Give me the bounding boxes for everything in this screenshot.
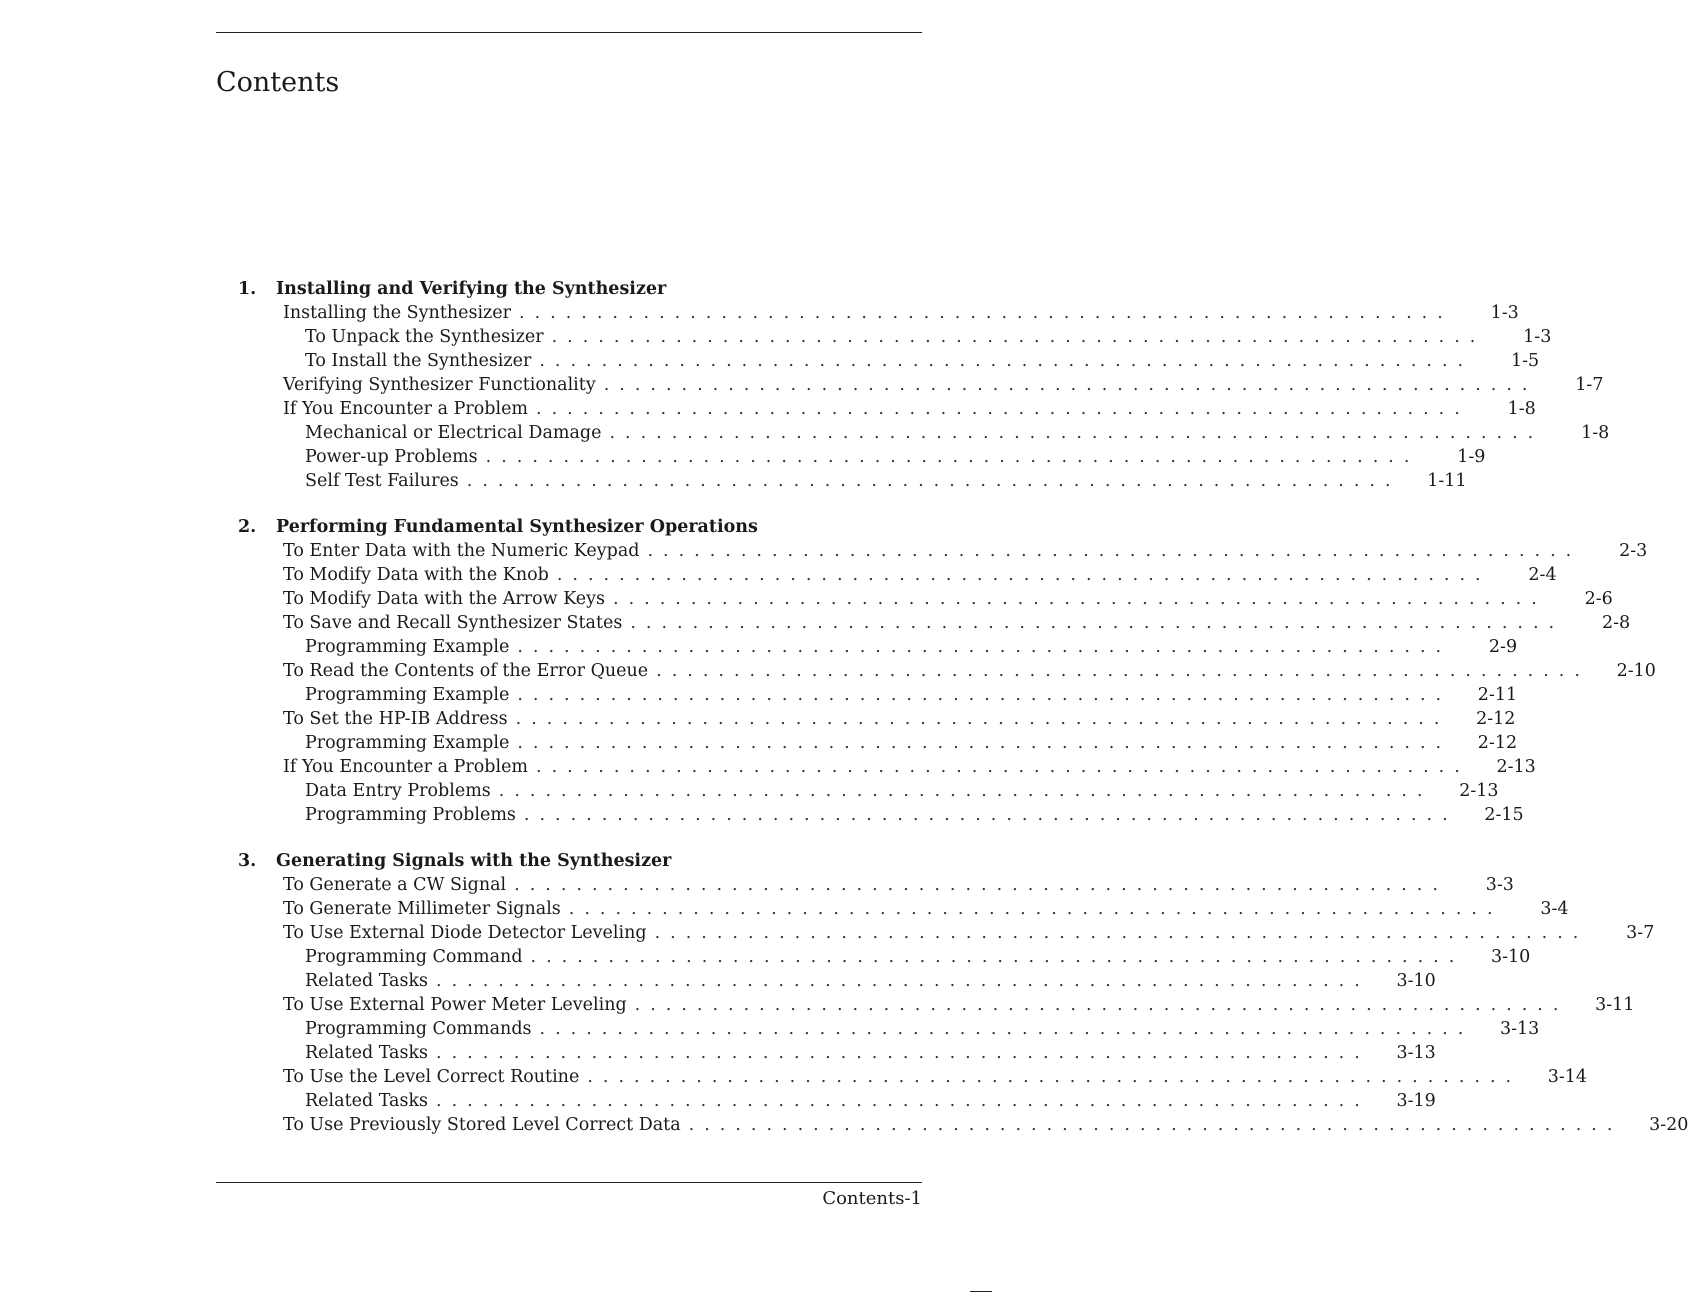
toc-entry-title: To Use External Power Meter Leveling xyxy=(283,995,627,1015)
dot-leader: ............................................................ xyxy=(523,805,1458,825)
dot-leader: ............................................................ xyxy=(436,1043,1370,1063)
dot-leader: ............................................................ xyxy=(587,1067,1522,1087)
toc-entry-title: Power-up Problems xyxy=(305,447,478,467)
toc-entry-page: 3-19 xyxy=(1396,1091,1436,1111)
toc-entry-page: 1-11 xyxy=(1427,471,1467,491)
chapter-section xyxy=(238,277,1610,493)
toc-entry[interactable] xyxy=(238,731,1518,755)
toc-entry-title: Programming Example xyxy=(305,637,510,657)
toc-entry[interactable] xyxy=(238,301,1519,325)
toc-entry-page: 3-10 xyxy=(1490,947,1531,967)
toc-entry-page: 2-4 xyxy=(1528,565,1557,585)
dot-leader: ............................................................ xyxy=(656,661,1590,681)
toc-entry-title: Programming Problems xyxy=(305,805,516,825)
dot-leader: ............................................................ xyxy=(630,613,1565,633)
dot-leader: ............................................................ xyxy=(530,947,1465,967)
toc-entry-title: If You Encounter a Problem xyxy=(283,399,529,419)
toc-entry-title: To Use the Level Correct Routine xyxy=(283,1067,580,1087)
toc-entry[interactable] xyxy=(238,563,1557,587)
dot-leader: ............................................................ xyxy=(485,447,1420,467)
toc-entry[interactable] xyxy=(238,587,1613,611)
toc-entry[interactable] xyxy=(238,803,1524,827)
dot-leader: ............................................................ xyxy=(603,375,1538,395)
toc-entry[interactable] xyxy=(238,969,1436,993)
toc-entry[interactable] xyxy=(238,1089,1436,1113)
toc-entry-page: 2-13 xyxy=(1459,781,1499,801)
dot-leader: ............................................................ xyxy=(466,471,1401,491)
toc-entry-title: Related Tasks xyxy=(305,1043,429,1063)
toc-entry-title: Programming Command xyxy=(305,947,523,967)
dot-leader: ............................................................ xyxy=(517,637,1452,657)
toc-entry-title: To Modify Data with the Knob xyxy=(283,565,549,585)
toc-entry-title: Self Test Failures xyxy=(305,471,459,491)
toc-entry[interactable] xyxy=(238,421,1610,445)
toc-entry[interactable] xyxy=(238,993,1635,1017)
dot-leader: ............................................................ xyxy=(536,399,1470,419)
toc-entry-title: Related Tasks xyxy=(305,971,429,991)
chapter-section xyxy=(238,515,1656,827)
toc-entry-page: 1-9 xyxy=(1457,447,1486,467)
dot-leader: ............................................................ xyxy=(568,899,1503,919)
toc-entry[interactable] xyxy=(238,873,1514,897)
corner-mark xyxy=(970,1291,992,1292)
page-number: Contents-1 xyxy=(822,1188,922,1209)
chapter-section xyxy=(238,849,1688,1137)
toc-entry-title: To Install the Synthesizer xyxy=(305,351,532,371)
toc-entry-page: 3-13 xyxy=(1499,1019,1540,1039)
dot-leader: ............................................................ xyxy=(498,781,1433,801)
toc-entry-title: To Generate a CW Signal xyxy=(283,875,507,895)
toc-entry-title: Verifying Synthesizer Functionality xyxy=(283,375,596,395)
toc-entry[interactable] xyxy=(238,611,1631,635)
chapter-title: Generating Signals with the Synthesizer xyxy=(276,851,672,871)
toc-entry-page: 2-3 xyxy=(1619,541,1648,561)
toc-entry[interactable] xyxy=(238,635,1518,659)
dot-leader: ............................................................ xyxy=(515,709,1450,729)
toc-entry[interactable] xyxy=(238,921,1655,945)
chapter-heading[interactable] xyxy=(238,515,922,539)
toc-entry[interactable] xyxy=(238,1113,1688,1137)
dot-leader: ............................................................ xyxy=(517,733,1452,753)
dot-leader: ............................................................ xyxy=(519,303,1453,323)
toc-entry-title: To Enter Data with the Numeric Keypad xyxy=(283,541,640,561)
toc-entry-page: 3-13 xyxy=(1396,1043,1436,1063)
toc-entry-title: To Use Previously Stored Level Correct Data xyxy=(283,1115,681,1135)
toc-entry-page: 1-5 xyxy=(1510,351,1540,371)
toc-entry-title: Installing the Synthesizer xyxy=(283,303,512,323)
toc-entry-title: Mechanical or Electrical Damage xyxy=(305,423,602,443)
page-title: Contents xyxy=(216,67,340,99)
toc-entry-title: Programming Example xyxy=(305,685,510,705)
dot-leader: ............................................................ xyxy=(517,685,1452,705)
toc-entry[interactable] xyxy=(238,707,1516,731)
toc-entry-page: 2-11 xyxy=(1477,685,1518,705)
toc-entry-title: Programming Example xyxy=(305,733,510,753)
toc-entry-page: 1-8 xyxy=(1581,423,1610,443)
dot-leader: ............................................................ xyxy=(613,589,1547,609)
dot-leader: ............................................................ xyxy=(536,757,1470,777)
dot-leader: ............................................................ xyxy=(539,1019,1474,1039)
dot-leader: ............................................................ xyxy=(436,971,1370,991)
table-of-contents xyxy=(238,277,1688,1159)
dot-leader: ............................................................ xyxy=(609,423,1544,443)
toc-entry-title: To Set the HP-IB Address xyxy=(283,709,508,729)
toc-entry-page: 2-15 xyxy=(1484,805,1524,825)
dot-leader: ............................................................ xyxy=(634,995,1569,1015)
toc-entry-title: To Modify Data with the Arrow Keys xyxy=(283,589,606,609)
toc-entry-page: 2-10 xyxy=(1616,661,1656,681)
toc-entry[interactable] xyxy=(238,779,1499,803)
toc-entry-title: Data Entry Problems xyxy=(305,781,491,801)
toc-entry[interactable] xyxy=(238,445,1486,469)
toc-entry-page: 3-3 xyxy=(1485,875,1514,895)
chapter-number: 3. xyxy=(238,851,257,871)
toc-entry-page: 3-11 xyxy=(1595,995,1635,1015)
dot-leader: ............................................................ xyxy=(514,875,1448,895)
chapter-heading[interactable] xyxy=(238,849,922,873)
toc-entry-page: 3-14 xyxy=(1547,1067,1588,1087)
toc-entry-page: 1-3 xyxy=(1523,327,1552,347)
toc-entry-title: Programming Commands xyxy=(305,1019,532,1039)
toc-entry-page: 1-3 xyxy=(1490,303,1519,323)
toc-entry-page: 2-6 xyxy=(1584,589,1613,609)
bottom-rule xyxy=(216,1182,922,1183)
chapter-heading[interactable] xyxy=(238,277,922,301)
dot-leader: ............................................................ xyxy=(556,565,1491,585)
toc-entry-page: 2-12 xyxy=(1476,709,1516,729)
dot-leader: ............................................................ xyxy=(551,327,1486,347)
toc-entry[interactable] xyxy=(238,325,1552,349)
toc-entry-page: 3-7 xyxy=(1626,923,1655,943)
toc-entry[interactable] xyxy=(238,539,1648,563)
toc-entry-title: To Read the Contents of the Error Queue xyxy=(283,661,649,681)
chapter-number: 2. xyxy=(238,517,257,537)
toc-entry-title: Related Tasks xyxy=(305,1091,429,1111)
toc-entry[interactable] xyxy=(238,469,1467,493)
toc-entry-page: 3-20 xyxy=(1649,1115,1688,1135)
toc-entry-page: 2-9 xyxy=(1488,637,1518,657)
dot-leader: ............................................................ xyxy=(539,351,1474,371)
toc-entry[interactable] xyxy=(238,373,1604,397)
toc-entry-page: 3-10 xyxy=(1396,971,1436,991)
toc-entry-page: 1-8 xyxy=(1507,399,1536,419)
toc-entry-title: If You Encounter a Problem xyxy=(283,757,529,777)
toc-entry[interactable] xyxy=(238,1041,1436,1065)
top-rule xyxy=(216,32,922,33)
toc-entry[interactable] xyxy=(238,1017,1540,1041)
toc-entry[interactable] xyxy=(238,659,1656,683)
toc-entry-title: To Save and Recall Synthesizer States xyxy=(283,613,623,633)
toc-entry[interactable] xyxy=(238,683,1518,707)
toc-entry[interactable] xyxy=(238,1065,1588,1089)
dot-leader: ............................................................ xyxy=(688,1115,1623,1135)
toc-entry[interactable] xyxy=(238,397,1536,421)
chapter-number: 1. xyxy=(238,279,257,299)
toc-entry[interactable] xyxy=(238,945,1531,969)
toc-entry-page: 2-12 xyxy=(1477,733,1518,753)
toc-entry-page: 2-8 xyxy=(1601,613,1631,633)
toc-entry-title: To Use External Diode Detector Leveling xyxy=(283,923,647,943)
dot-leader: ............................................................ xyxy=(436,1091,1370,1111)
toc-entry-page: 2-13 xyxy=(1496,757,1536,777)
chapter-title: Installing and Verifying the Synthesizer xyxy=(276,279,667,299)
toc-entry-page: 1-7 xyxy=(1575,375,1604,395)
toc-entry-title: To Generate Millimeter Signals xyxy=(283,899,561,919)
toc-entry[interactable] xyxy=(238,897,1569,921)
toc-entry-page: 3-4 xyxy=(1540,899,1569,919)
toc-entry[interactable] xyxy=(238,349,1540,373)
toc-entry[interactable] xyxy=(238,755,1536,779)
dot-leader: ............................................................ xyxy=(647,541,1582,561)
chapter-title: Performing Fundamental Synthesizer Operations xyxy=(276,517,758,537)
toc-entry-title: To Unpack the Synthesizer xyxy=(305,327,544,347)
dot-leader: ............................................................ xyxy=(654,923,1589,943)
